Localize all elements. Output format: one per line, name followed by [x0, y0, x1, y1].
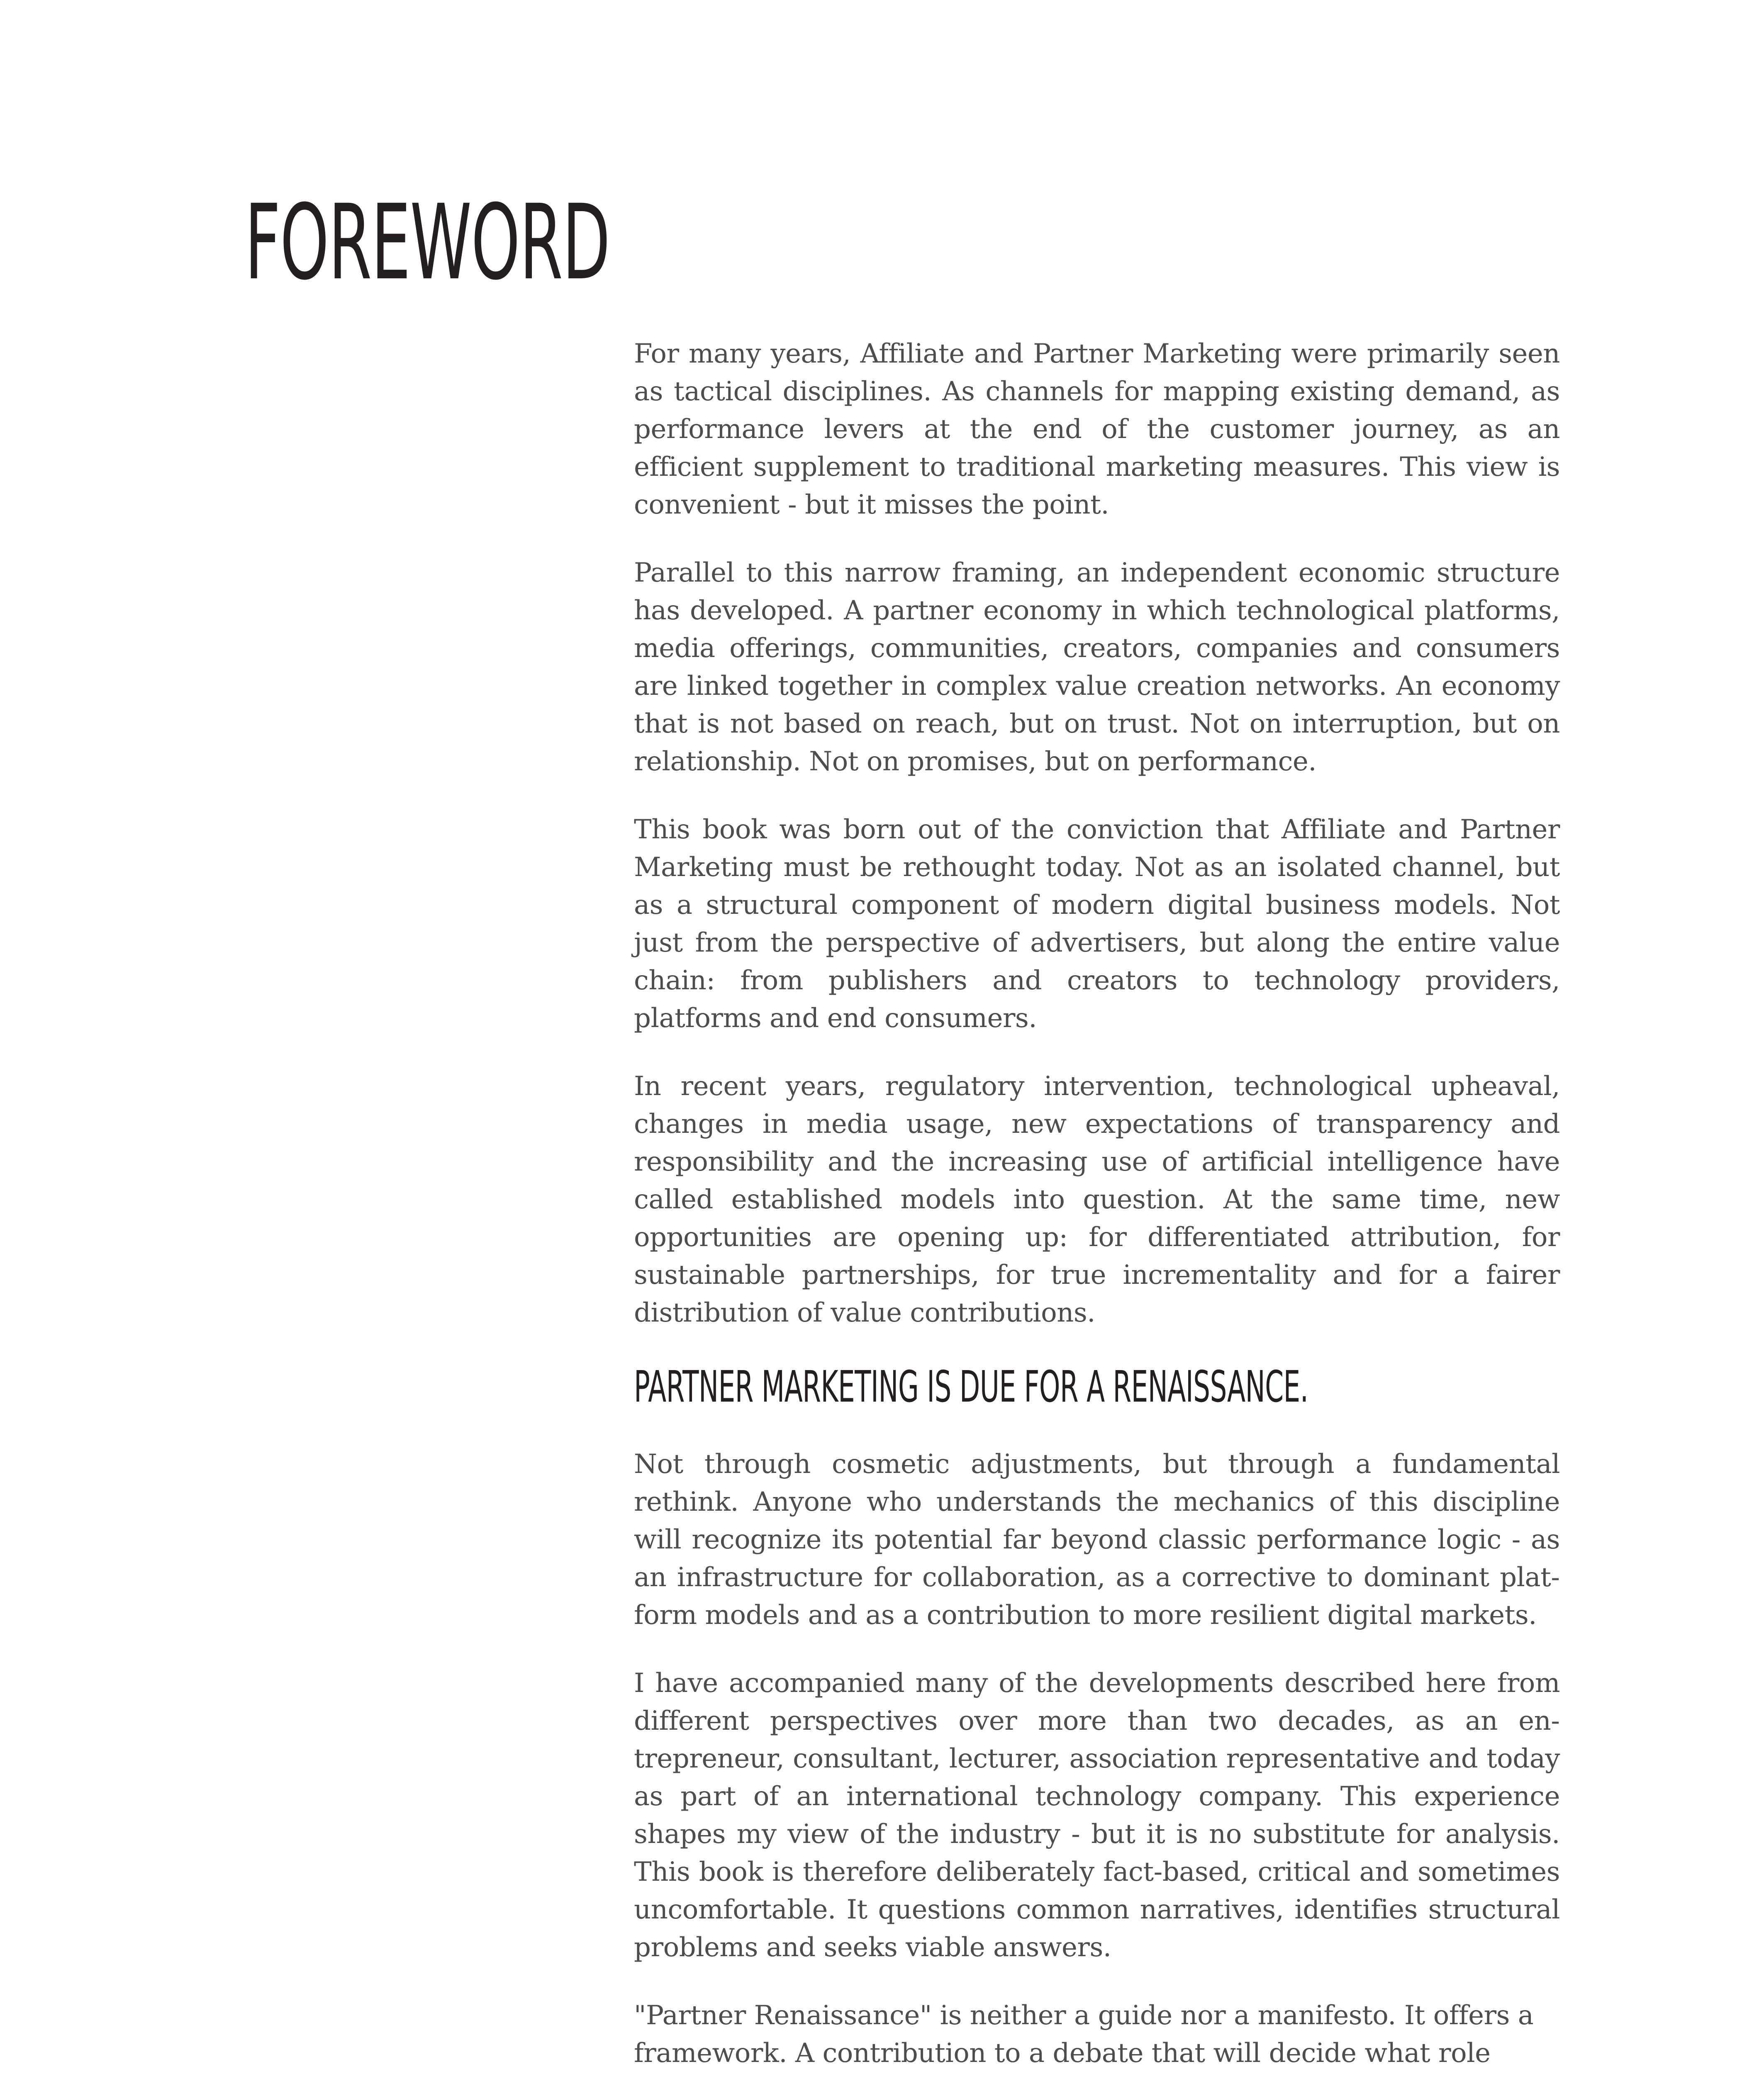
body-column	[634, 335, 1560, 2074]
paragraph-4: In recent years, regulatory intervention, technological upheaval, changes in media usage, new expectations of transparency and responsibility and the increasing use of artificial intelligence have called established models into question. At the same time, new opportunities are opening up: for differentiated attribution, for sustainable partnerships, for true incrementality and for a fairer distribution of value contributions.	[634, 1071, 1560, 1328]
paragraph-1: For many years, Affiliate and Partner Marketing were primarily seen as tactical disciplines. As channels for mapping existing demand, as performance levers at the end of the customer journey, as an efficient supplement to traditional marketing measures. This view is convenient - but it misses the point.	[634, 338, 1560, 520]
paragraph-5: Not through cosmetic adjustments, but through a fundamental rethink. Anyone who understands the mechanics of this discipline will recognize its potential far beyond classic performance logic - as an infrastructure for collaboration, as a corrective to dominant platform models and as a contribution to more resilient digital markets.	[634, 1449, 1560, 1631]
paragraph-3: This book was born out of the conviction that Affiliate and Partner Marketing must be rethought today. Not as an isolated channel, but as a structural component of modern digital business models. Not just from the perspective of advertisers, but along the entire value chain: from publishers and creators to technology providers, platforms and end consumers.	[634, 814, 1560, 1034]
paragraph-2: Parallel to this narrow framing, an independent economic structure has developed. A partner economy in which technological platforms, media offerings, communities, creators, companies and consumers are linked together in complex value creation networks. An economy that is not based on reach, but on trust. Not on interruption, but on relationship. Not on promises, but on performance.	[634, 557, 1560, 777]
section-subheading: PARTNER MARKETING IS DUE FOR A RENAISSANCE.	[634, 1361, 1308, 1412]
page-title: FOREWORD	[245, 182, 610, 303]
paragraph-7: "Partner Renaissance" is neither a guide nor a manifesto. It offers a framework. A contribution to a debate that will decide what role	[634, 2000, 1534, 2069]
paragraph-6: I have accompanied many of the developments described here from different perspectives over more than two decades, as an entrepreneur, consultant, lecturer, association representative and today as part of an international technology company. This experience shapes my view of the industry - but it is no substitute for analysis. This book is therefore deliberately fact-based, critical and sometimes uncomfortable. It questions common narratives, identifies structural problems and seeks viable answers.	[634, 1668, 1560, 1963]
